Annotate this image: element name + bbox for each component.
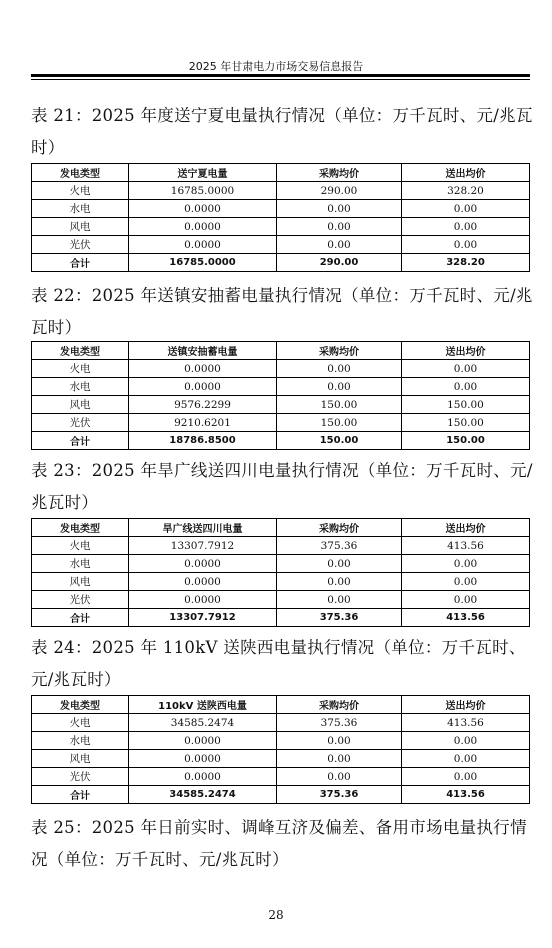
table-cell: 0.00 [402, 732, 530, 750]
table-cell: 413.56 [402, 714, 530, 732]
header-cell: 发电类型 [32, 164, 129, 182]
table-header-row [32, 696, 530, 714]
table-cell: 16785.0000 [129, 254, 277, 272]
header-cell: 110kV 送陕西电量 [129, 696, 277, 714]
table-cell: 风电 [32, 750, 129, 768]
table-cell: 水电 [32, 555, 129, 573]
header-cell: 采购均价 [277, 342, 402, 360]
table-24-caption: 表 24：2025 年 110kV 送陕西电量执行情况（单位：万千瓦时、元/兆瓦时） [31, 638, 526, 689]
table-cell: 0.00 [402, 768, 530, 786]
header-rule-thin [31, 79, 530, 80]
table-cell: 9210.6201 [129, 414, 277, 432]
table-cell: 34585.2474 [129, 786, 277, 804]
table-row [32, 768, 530, 786]
header-cell: 送出均价 [402, 696, 530, 714]
table-cell: 9576.2299 [129, 396, 277, 414]
table-cell: 0.00 [277, 768, 402, 786]
table-total-row [32, 609, 530, 627]
table-cell: 0.00 [402, 236, 530, 254]
page-header: 2025 年甘肃电力市场交易信息报告 [188, 60, 364, 73]
table-cell: 0.0000 [129, 360, 277, 378]
table-cell: 0.00 [277, 218, 402, 236]
table-cell: 0.0000 [129, 573, 277, 591]
table-cell: 风电 [32, 396, 129, 414]
table-cell: 光伏 [32, 414, 129, 432]
table-row [32, 218, 530, 236]
table-cell: 0.0000 [129, 555, 277, 573]
table-cell: 0.00 [277, 591, 402, 609]
table-row [32, 537, 530, 555]
table-cell: 0.00 [277, 573, 402, 591]
table-row [32, 732, 530, 750]
table-cell: 风电 [32, 573, 129, 591]
table-cell: 150.00 [402, 414, 530, 432]
table-cell: 16785.0000 [129, 182, 277, 200]
table-24 [31, 695, 530, 804]
table-row [32, 714, 530, 732]
table-cell: 光伏 [32, 236, 129, 254]
table-cell: 18786.8500 [129, 432, 277, 450]
table-cell: 0.00 [402, 218, 530, 236]
table-cell: 0.00 [402, 750, 530, 768]
table-cell: 0.00 [402, 573, 530, 591]
table-cell: 0.00 [402, 378, 530, 396]
table-cell: 合计 [32, 609, 129, 627]
table-cell: 0.00 [277, 732, 402, 750]
table-row [32, 573, 530, 591]
table-cell: 火电 [32, 182, 129, 200]
table-row [32, 750, 530, 768]
table-cell: 150.00 [277, 414, 402, 432]
header-cell: 送出均价 [402, 519, 530, 537]
table-cell: 火电 [32, 714, 129, 732]
table-cell: 水电 [32, 200, 129, 218]
table-cell: 0.0000 [129, 768, 277, 786]
table-cell: 290.00 [277, 182, 402, 200]
table-cell: 0.00 [402, 200, 530, 218]
table-cell: 0.00 [277, 750, 402, 768]
table-cell: 光伏 [32, 591, 129, 609]
header-cell: 采购均价 [277, 696, 402, 714]
table-21-caption: 表 21：2025 年度送宁夏电量执行情况（单位：万千瓦时、元/兆瓦时） [31, 106, 533, 157]
table-cell: 150.00 [277, 396, 402, 414]
table-cell: 0.00 [277, 378, 402, 396]
header-cell: 送镇安抽蓄电量 [129, 342, 277, 360]
header-cell: 送宁夏电量 [129, 164, 277, 182]
header-cell: 采购均价 [277, 519, 402, 537]
table-cell: 0.0000 [129, 378, 277, 396]
table-cell: 火电 [32, 360, 129, 378]
table-total-row [32, 786, 530, 804]
table-cell: 0.0000 [129, 591, 277, 609]
table-cell: 328.20 [402, 254, 530, 272]
table-22 [31, 341, 530, 450]
table-row [32, 182, 530, 200]
table-cell: 合计 [32, 786, 129, 804]
table-row [32, 360, 530, 378]
table-cell: 413.56 [402, 537, 530, 555]
table-total-row [32, 432, 530, 450]
table-cell: 合计 [32, 432, 129, 450]
table-cell: 0.00 [277, 555, 402, 573]
table-cell: 150.00 [402, 432, 530, 450]
header-cell: 发电类型 [32, 519, 129, 537]
table-cell: 328.20 [402, 182, 530, 200]
table-row [32, 555, 530, 573]
table-total-row [32, 254, 530, 272]
table-23-caption: 表 23：2025 年旱广线送四川电量执行情况（单位：万千瓦时、元/兆瓦时） [31, 461, 533, 512]
table-cell: 0.0000 [129, 218, 277, 236]
table-header-row [32, 519, 530, 537]
table-cell: 水电 [32, 732, 129, 750]
table-cell: 375.36 [277, 714, 402, 732]
table-cell: 413.56 [402, 786, 530, 804]
table-row [32, 200, 530, 218]
table-cell: 375.36 [277, 609, 402, 627]
header-cell: 旱广线送四川电量 [129, 519, 277, 537]
table-header-row [32, 164, 530, 182]
table-cell: 0.00 [402, 591, 530, 609]
table-row [32, 414, 530, 432]
table-row [32, 378, 530, 396]
table-row [32, 591, 530, 609]
table-25-caption: 表 25：2025 年日前实时、调峰互济及偏差、备用市场电量执行情况（单位：万千瓦时、元/兆瓦时） [31, 818, 527, 869]
table-cell: 290.00 [277, 254, 402, 272]
table-cell: 0.00 [277, 236, 402, 254]
table-cell: 光伏 [32, 768, 129, 786]
header-cell: 发电类型 [32, 342, 129, 360]
table-cell: 375.36 [277, 786, 402, 804]
table-cell: 13307.7912 [129, 537, 277, 555]
table-cell: 0.00 [402, 555, 530, 573]
table-22-caption: 表 22：2025 年送镇安抽蓄电量执行情况（单位：万千瓦时、元/兆瓦时） [31, 286, 533, 337]
table-cell: 水电 [32, 378, 129, 396]
table-cell: 0.00 [277, 360, 402, 378]
table-23 [31, 518, 530, 627]
table-cell: 0.00 [277, 200, 402, 218]
table-cell: 13307.7912 [129, 609, 277, 627]
header-cell: 送出均价 [402, 342, 530, 360]
table-cell: 0.0000 [129, 750, 277, 768]
table-cell: 34585.2474 [129, 714, 277, 732]
table-cell: 413.56 [402, 609, 530, 627]
header-cell: 采购均价 [277, 164, 402, 182]
table-cell: 风电 [32, 218, 129, 236]
table-cell: 0.00 [402, 360, 530, 378]
table-cell: 150.00 [277, 432, 402, 450]
table-21 [31, 163, 530, 272]
table-cell: 火电 [32, 537, 129, 555]
header-cell: 送出均价 [402, 164, 530, 182]
table-cell: 合计 [32, 254, 129, 272]
table-header-row [32, 342, 530, 360]
header-cell: 发电类型 [32, 696, 129, 714]
table-cell: 375.36 [277, 537, 402, 555]
header-rule-thick [31, 74, 530, 77]
table-cell: 0.0000 [129, 200, 277, 218]
table-cell: 0.0000 [129, 732, 277, 750]
table-row [32, 396, 530, 414]
table-cell: 150.00 [402, 396, 530, 414]
table-row [32, 236, 530, 254]
table-cell: 0.0000 [129, 236, 277, 254]
page-number: 28 [268, 908, 284, 922]
